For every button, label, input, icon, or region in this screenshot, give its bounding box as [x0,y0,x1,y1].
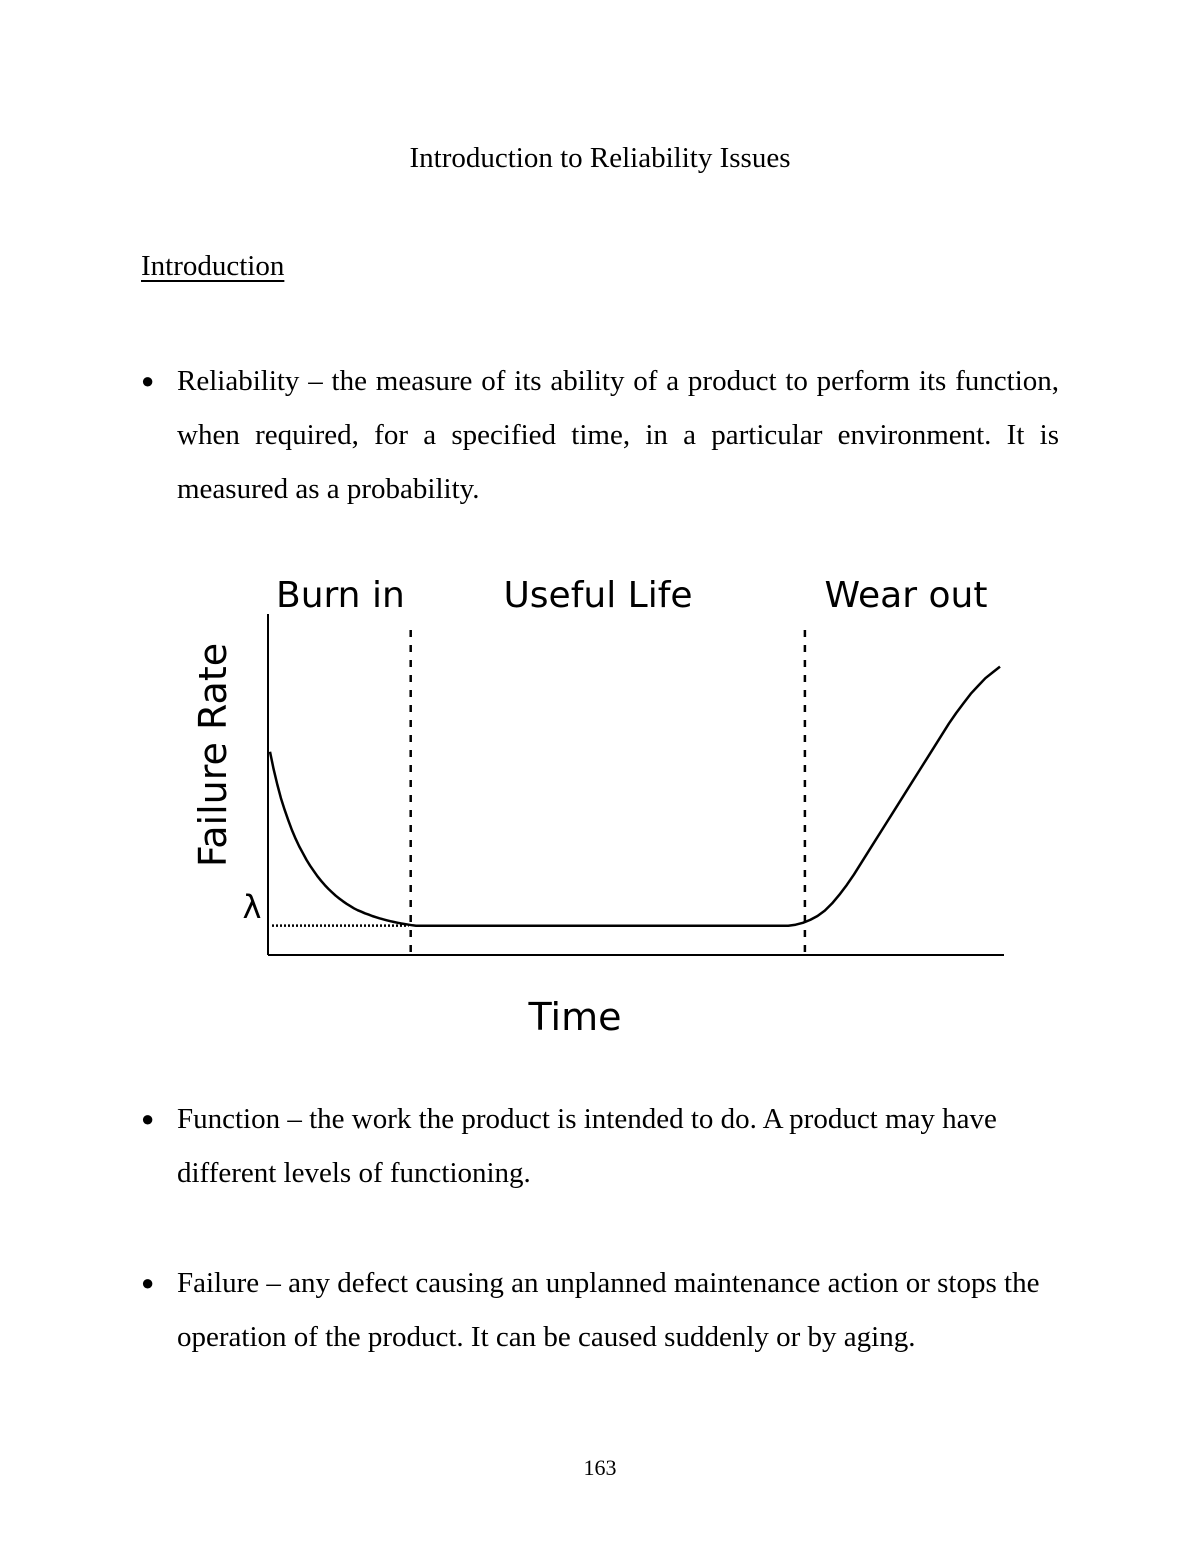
failure-rate-curve [270,667,1000,926]
bullet-icon: ● [141,1270,155,1295]
page-title: Introduction to Reliability Issues [409,142,791,174]
section-heading: Introduction [141,250,285,282]
bullet-text-function: Function – the work the product is intended to do. A product may have different levels of functioning. [177,1103,997,1189]
list-item [141,1256,1059,1364]
region-label-1: Burn in [276,575,405,616]
bullet-text-reliability: Reliability – the measure of its ability of a product to perform its function, when required, for a specified time, in a particular environment. It is measured as a probability. [177,365,1059,505]
x-axis-title: Time [528,995,622,1039]
region-label-2: Useful Life [503,575,693,616]
bullet-text-failure: Failure – any defect causing an unplanned maintenance action or stops the operation of the product. It can be caused suddenly or by aging. [177,1267,1040,1353]
bullet-icon: ● [141,368,155,393]
bullet-icon: ● [141,1106,155,1131]
list-item [141,1092,1059,1200]
region-label-3: Wear out [824,575,988,616]
lambda-label: λ [242,888,262,926]
page-number: 163 [583,1455,617,1480]
y-axis-title: Failure Rate [191,642,235,868]
